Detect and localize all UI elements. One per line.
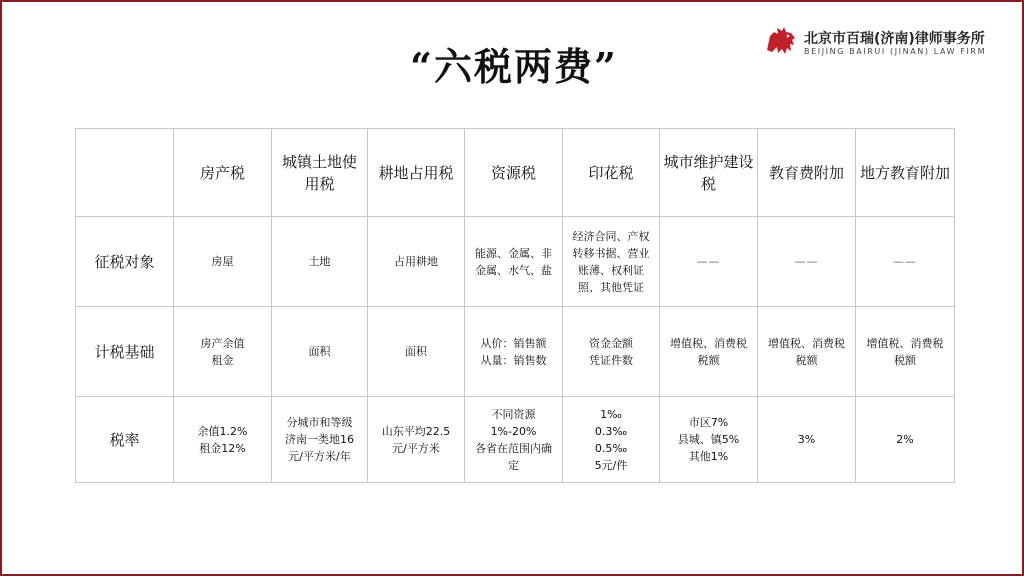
cell-line: 占用耕地 xyxy=(394,255,438,268)
table-row xyxy=(76,307,955,397)
cell-line: 山东平均22.5 xyxy=(381,424,451,438)
table-cell xyxy=(660,217,758,307)
table-cell xyxy=(174,217,272,307)
cell-line: 市区7% xyxy=(688,416,729,429)
cell-line: 税额 xyxy=(697,353,720,367)
cell-line: 0.3‰ xyxy=(594,424,628,438)
cell-line: 增值税、消费税 xyxy=(768,336,845,350)
table-cell xyxy=(368,307,465,397)
row-label: 税率 xyxy=(76,397,174,483)
cell-line: —— xyxy=(893,255,917,268)
table-cell xyxy=(465,217,563,307)
table-cell xyxy=(272,307,368,397)
cell-line: 金属、水气、盐 xyxy=(475,263,552,277)
table-cell xyxy=(465,397,563,483)
table-cell xyxy=(563,217,660,307)
cell-line: 账薄、权利证 xyxy=(578,263,644,277)
cell-line: 租金 xyxy=(211,353,234,367)
table-cell xyxy=(660,397,758,483)
table-cell xyxy=(856,307,955,397)
cell-line: 土地 xyxy=(308,255,331,268)
row-label: 征税对象 xyxy=(76,217,174,307)
table-cell xyxy=(563,397,660,483)
table-row xyxy=(76,397,955,483)
table-cell xyxy=(758,397,856,483)
cell-line: 各省在范围内确 xyxy=(475,441,552,455)
cell-line: —— xyxy=(696,255,721,268)
cell-line: 增值税、消费税 xyxy=(670,336,747,350)
tax-table xyxy=(75,128,955,483)
table-cell xyxy=(563,307,660,397)
row-label: 计税基础 xyxy=(76,307,174,397)
cell-line: 照、其他凭证 xyxy=(578,280,644,294)
cell-line: 不同资源 xyxy=(491,407,536,421)
cell-line: —— xyxy=(794,255,819,268)
cell-line: 余值1.2% xyxy=(197,424,248,438)
cell-line: 经济合同、产权 xyxy=(572,229,650,243)
cell-line: 面积 xyxy=(308,345,331,358)
header-cell: 城镇土地使用税 xyxy=(272,129,368,217)
table-row xyxy=(76,217,955,307)
header-cell: 耕地占用税 xyxy=(368,129,465,217)
cell-line: 房屋 xyxy=(211,255,234,268)
table-cell xyxy=(174,307,272,397)
table-header-row xyxy=(76,129,955,217)
header-cell: 房产税 xyxy=(174,129,272,217)
cell-line: 元/平方米/年 xyxy=(288,450,351,463)
header-cell: 印花税 xyxy=(563,129,660,217)
table-cell xyxy=(174,397,272,483)
cell-line: 5元/件 xyxy=(594,458,628,472)
cell-line: 从量：销售数 xyxy=(480,353,547,367)
cell-line: 2% xyxy=(896,433,914,446)
cell-line: 1‰ xyxy=(600,407,622,421)
table-cell xyxy=(856,397,955,483)
header-cell: 教育费附加 xyxy=(758,129,856,217)
cell-line: 0.5‰ xyxy=(594,441,628,455)
header-cell: 城市维护建设税 xyxy=(660,129,758,217)
cell-line: 转移书据、营业 xyxy=(572,246,650,260)
header-corner-cell xyxy=(76,129,174,217)
cell-line: 面积 xyxy=(405,345,427,358)
table-cell xyxy=(272,397,368,483)
cell-line: 3% xyxy=(797,433,816,446)
firm-name-en: BEIJING BAIRUI (JINAN) LAW FIRM xyxy=(804,47,987,56)
cell-line: 增值税、消费税 xyxy=(866,336,944,350)
header-cell: 地方教育附加 xyxy=(856,129,955,217)
table-cell xyxy=(368,217,465,307)
cell-line: 元/平方米 xyxy=(392,441,440,455)
table-cell xyxy=(660,307,758,397)
cell-line: 定 xyxy=(508,458,519,472)
table-cell xyxy=(272,217,368,307)
page-title: “六税两费” xyxy=(410,44,618,89)
cell-line: 能源、金属、非 xyxy=(475,246,552,260)
cell-line: 分城市和等级 xyxy=(286,416,353,429)
cell-line: 其他1% xyxy=(688,450,729,463)
cell-line: 资金金额 xyxy=(589,336,633,350)
table-cell xyxy=(465,307,563,397)
cell-line: 凭证件数 xyxy=(589,353,633,367)
cell-line: 租金12% xyxy=(199,441,246,455)
cell-line: 税额 xyxy=(894,353,916,367)
table-cell xyxy=(856,217,955,307)
header-cell: 资源税 xyxy=(465,129,563,217)
table-cell xyxy=(758,217,856,307)
firm-name-cn: 北京市百瑞(济南)律师事务所 xyxy=(804,31,985,47)
cell-line: 税额 xyxy=(795,353,818,367)
table-cell xyxy=(368,397,465,483)
cell-line: 从价：销售额 xyxy=(480,336,547,350)
cell-line: 济南一类地16 xyxy=(285,433,354,446)
table-cell xyxy=(758,307,856,397)
cell-line: 1%-20% xyxy=(490,424,537,438)
cell-line: 县城、镇5% xyxy=(677,433,740,446)
cell-line: 房产余值 xyxy=(200,336,245,350)
